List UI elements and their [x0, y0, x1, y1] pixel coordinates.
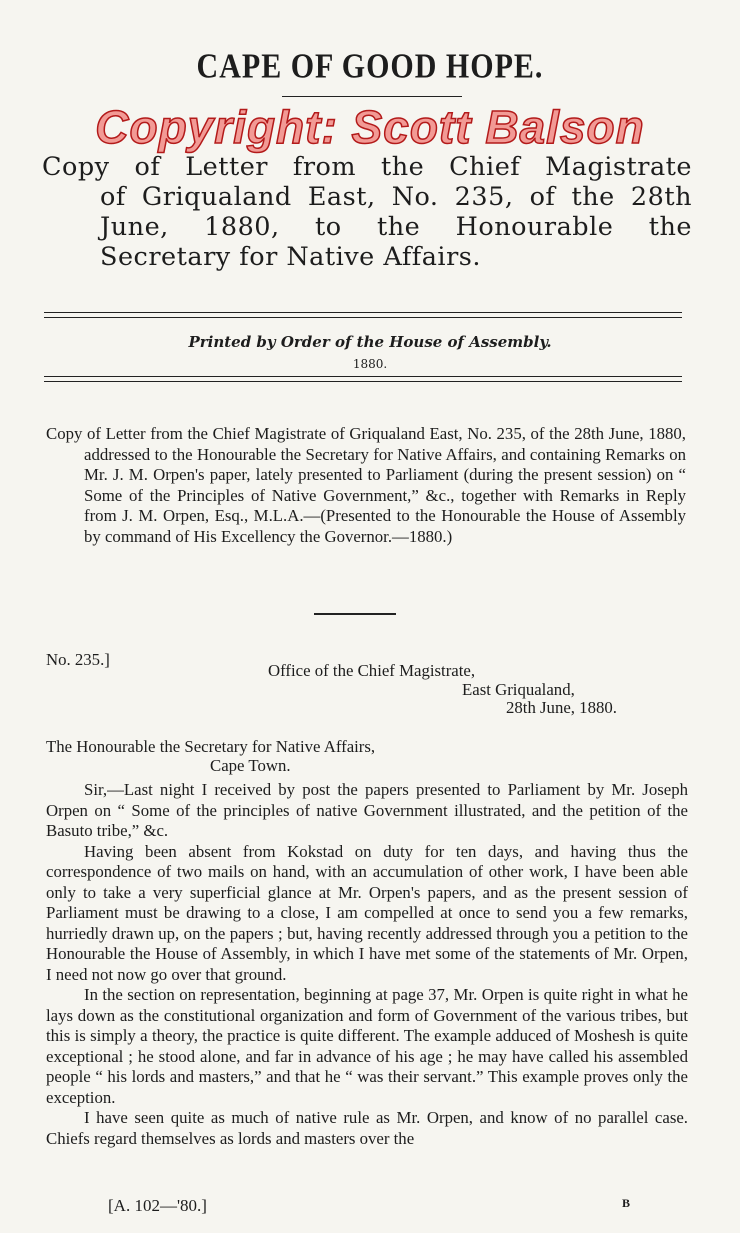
page-heading: CAPE OF GOOD HOPE. — [196, 47, 544, 86]
upper-double-rule — [44, 312, 682, 318]
letter-body — [46, 780, 688, 1149]
paper-reference: [A. 102—'80.] — [108, 1196, 207, 1215]
paragraph-3: In the section on representation, beginning at page 37, Mr. Orpen is quite right in what he lays down as the constitutional organization and form of Government of the various tribes, but this is simply a theory, the practice is quite different. The example adduced of Moshesh is quite exceptional ; he stood alone, and far in advance of his age ; he may have called his assembled people “ his lords and masters,” and that he “ was their servant.” This example proves only the exception. — [46, 985, 688, 1107]
paragraph-1: Sir,—Last night I received by post the papers presented to Parliament by Mr. Joseph Orpen on “ Some of the principles of native Government illustrated, and the petition of the Basuto tribe,” &c. — [46, 780, 688, 840]
date-line: 28th June, 1880. — [506, 698, 617, 717]
office-line: Office of the Chief Magistrate, — [268, 661, 476, 680]
summary-paragraph — [46, 424, 686, 547]
title-line-4: Secretary for Native Affairs. — [100, 242, 481, 272]
copyright-watermark: Copyright: Scott Balson — [95, 101, 645, 153]
title-line-1: Copy of Letter from the Chief Magistrate — [42, 152, 692, 182]
letter-number: No. 235.] — [46, 650, 110, 669]
addressee-line: The Honourable the Secretary for Native Affairs, — [46, 737, 376, 756]
heading-rule — [282, 96, 462, 97]
signature-mark: B — [622, 1196, 631, 1210]
lower-double-rule — [44, 376, 682, 382]
title-line-3: June, 1880, to the Honourable the — [100, 212, 692, 242]
printed-year: 1880. — [352, 357, 388, 371]
town-line: Cape Town. — [210, 756, 291, 775]
title-line-2: of Griqualand East, No. 235, of the 28th — [100, 182, 692, 212]
paragraph-2: Having been absent from Kokstad on duty for ten days, and having thus the correspondence of two mails on hand, with an accumulation of other work, I have been able only to take a very superficial glance at Mr. Orpen's papers, and as the present session of Parliament must be drawing to a close, I am compelled at once to send you a few remarks, hurriedly drawn up, on the papers ; but, having recently addressed through you a petition to the Honourable the House of Assembly, in which I have met some of the statements of Mr. Orpen, I need not now go over that ground. — [46, 841, 688, 984]
section-divider — [314, 613, 396, 615]
printed-by-order: Printed by Order of the House of Assembly. — [188, 333, 552, 351]
paragraph-4: I have seen quite as much of native rule as Mr. Orpen, and know of no parallel case. Chiefs regard themselves as lords and masters over the — [46, 1108, 688, 1148]
summary-text: Copy of Letter from the Chief Magistrate of Griqualand East, No. 235, of the 28th June, 1880, addressed to the Honourable the Secretary for Native Affairs, and containing Remarks on Mr. J. M. Orpen's paper, lately presented to Parliament (during the present session) on “ Some of the Principles of Native Government,” &c., together with Remarks in Reply from J. M. Orpen, Esq., M.L.A.—(Presented to the Honourable the House of Assembly by command of His Excellency the Governor.—1880.) — [46, 424, 686, 546]
document-title — [42, 152, 692, 272]
place-line: East Griqualand, — [462, 680, 575, 699]
